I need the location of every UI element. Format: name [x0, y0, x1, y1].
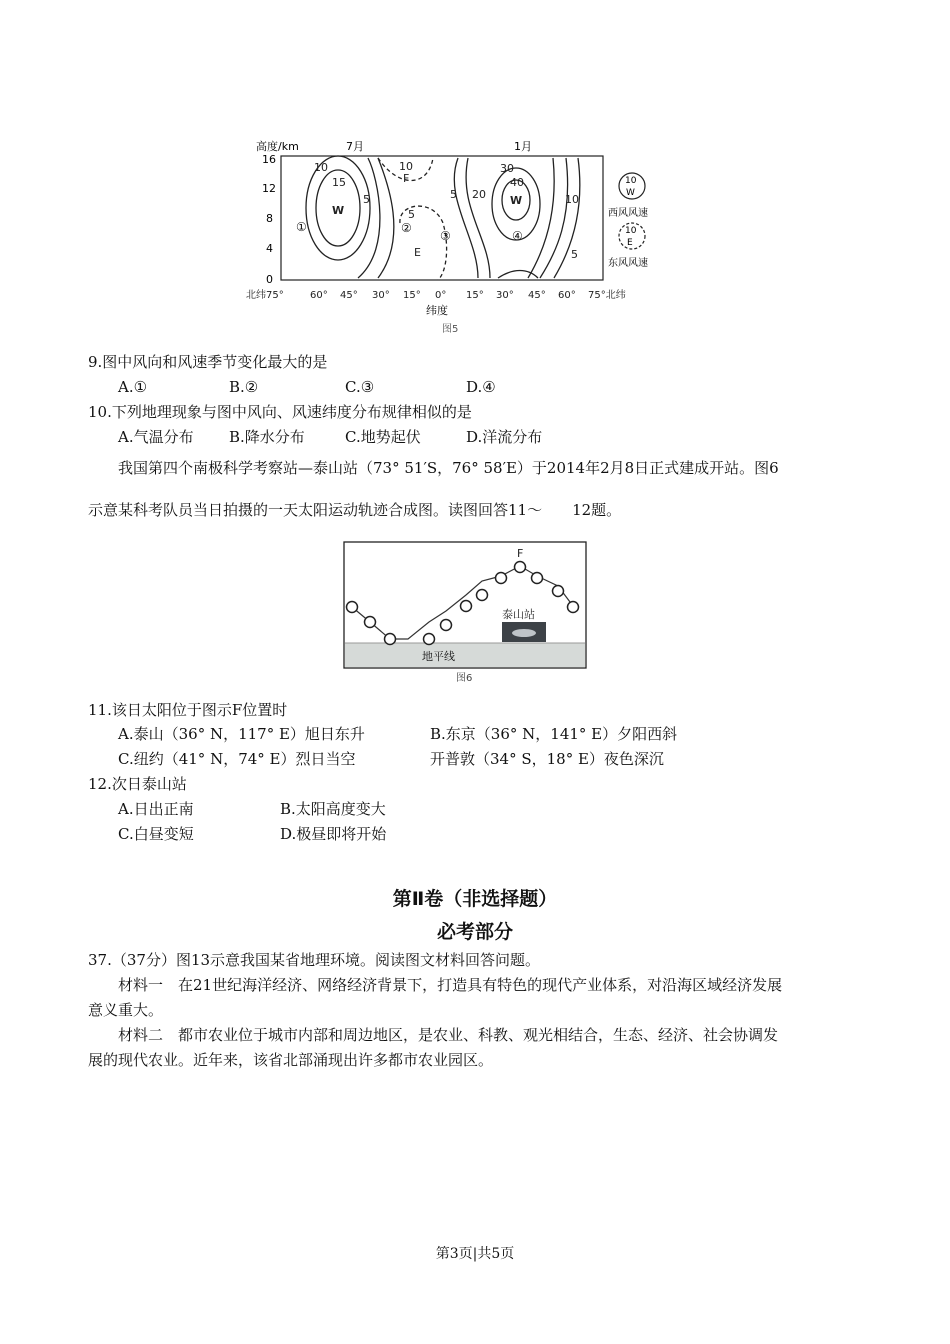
fig5-marker: ②	[401, 221, 412, 235]
fig5-marker: ①	[296, 220, 307, 234]
fig5-xlabel: 纬度	[426, 304, 448, 317]
figure-6	[330, 536, 600, 686]
fig5-contour-label: 5	[571, 248, 578, 261]
fig6-sun-position	[424, 634, 435, 645]
fig5-contour-label: 5	[450, 188, 457, 201]
q37-stem: 37.（37分）图13示意我国某省地理环境。阅读图文材料回答问题。	[88, 951, 541, 969]
fig5-xtick: 0°	[435, 290, 447, 301]
fig5-contour-label: 10	[399, 160, 413, 173]
fig6-sun-position	[553, 586, 564, 597]
fig5-legend-east-label: 东风风速	[608, 258, 648, 269]
fig5-contour-label: E	[414, 246, 421, 259]
fig6-caption: 图6	[456, 673, 473, 684]
q37-material-2-line-2: 展的现代农业。近年来，该省北部涌现出许多都市农业园区。	[88, 1051, 494, 1069]
fig5-legend-west-value: 10	[625, 176, 637, 186]
fig6-station-building	[512, 629, 536, 637]
q37-material-1-line-1: 材料一 在21世纪海洋经济、网络经济背景下，打造具有特色的现代产业体系，对沿海区域经济发展	[118, 976, 783, 994]
fig5-xtick: 60°	[310, 290, 328, 301]
fig6-sun-position	[461, 601, 472, 612]
section-subtitle: 必考部分	[436, 921, 513, 943]
fig5-marker: ④	[512, 229, 523, 243]
fig5-ytick: 0	[266, 273, 273, 286]
fig5-contour-label: 40	[510, 176, 524, 189]
fig5-xtick: 北纬75°	[246, 290, 284, 301]
q9-stem: 9.图中风向和风速季节变化最大的是	[88, 353, 328, 371]
fig6-sun-position	[532, 573, 543, 584]
q12-option-b: B.太阳高度变大	[280, 800, 386, 818]
fig5-ytick: 4	[266, 242, 273, 255]
fig6-peak-label: F	[517, 547, 524, 560]
q9-option-c: C.③	[345, 378, 375, 396]
fig5-xtick: 60°	[558, 290, 576, 301]
q11-option-b: B.东京（36° N，141° E）夕阳西斜	[430, 725, 678, 743]
q11-option-c: C.纽约（41° N，74° E）烈日当空	[118, 750, 356, 768]
fig5-xtick: 30°	[372, 290, 390, 301]
q12-option-a: A.日出正南	[118, 800, 194, 818]
fig5-contour-label: 15	[332, 176, 346, 189]
fig5-xtick: 15°	[466, 290, 484, 301]
q37-material-1-line-2: 意义重大。	[88, 1001, 164, 1019]
fig6-station-label: 泰山站	[502, 608, 535, 621]
fig5-ytick: 8	[266, 212, 273, 225]
fig6-sun-position	[496, 573, 507, 584]
fig5-xtick: 15°	[403, 290, 421, 301]
fig6-ground	[345, 643, 585, 667]
fig5-month-left: 7月	[346, 140, 364, 153]
fig6-sun-position	[365, 617, 376, 628]
fig5-xtick: 45°	[340, 290, 358, 301]
fig5-contour	[466, 158, 490, 278]
fig5-marker: ③	[440, 229, 451, 243]
q10-stem: 10.下列地理现象与图中风向、风速纬度分布规律相似的是	[88, 403, 472, 421]
fig5-contour-label: 5	[363, 193, 370, 206]
page-footer: 第3页|共5页	[435, 1246, 515, 1262]
fig5-caption: 图5	[442, 324, 459, 335]
figure-5	[228, 128, 728, 348]
q37-material-2-line-1: 材料二 都市农业位于城市内部和周边地区，是农业、科教、观光相结合，生态、经济、社会协调发	[118, 1026, 779, 1044]
fig5-contour-label: 10	[314, 161, 328, 174]
fig5-legend-west-symbol: W	[626, 188, 635, 198]
q12-stem: 12.次日泰山站	[88, 775, 187, 793]
q9-option-b: B.②	[229, 378, 259, 396]
q9-option-a: A.①	[118, 378, 148, 396]
q10-option-a: A.气温分布	[118, 428, 194, 446]
fig6-sun-position	[385, 634, 396, 645]
fig5-contour-label: F	[403, 172, 410, 185]
q11-stem: 11.该日太阳位于图示F位置时	[88, 701, 288, 719]
fig5-contour-label: W	[510, 194, 523, 207]
q11-option-a: A.泰山（36° N，117° E）旭日东升	[118, 725, 365, 743]
fig5-contour-label: 20	[472, 188, 486, 201]
fig5-xtick: 75°北纬	[588, 290, 626, 301]
fig6-sun-position	[515, 562, 526, 573]
fig6-horizon-label: 地平线	[422, 650, 455, 663]
q11-option-d: 开普敦（34° S，18° E）夜色深沉	[430, 750, 664, 768]
fig5-east-contour	[400, 206, 447, 280]
q12-option-d: D.极昼即将开始	[280, 825, 387, 843]
fig5-legend-west-label: 西风风速	[608, 208, 648, 219]
passage-line-1: 我国第四个南极科学考察站—泰山站（73° 51′S，76° 58′E）于2014年2月8日正式建成开站。图6	[118, 459, 779, 477]
fig6-sun-position	[347, 602, 358, 613]
fig5-contour-label: 30	[500, 162, 514, 175]
fig6-sun-position	[441, 620, 452, 631]
q12-option-c: C.白昼变短	[118, 825, 194, 843]
fig5-xtick: 45°	[528, 290, 546, 301]
fig5-ytick: 16	[262, 153, 276, 166]
q10-option-b: B.降水分布	[229, 428, 305, 446]
fig5-legend-east-value: 10	[625, 226, 637, 236]
fig5-ytick: 12	[262, 182, 276, 195]
q9-option-d: D.④	[466, 378, 496, 396]
fig5-legend-east-symbol: E	[627, 238, 633, 248]
fig6-sun-position	[568, 602, 579, 613]
q10-option-d: D.洋流分布	[466, 428, 543, 446]
fig5-contour-label: W	[332, 204, 345, 217]
q10-option-c: C.地势起伏	[345, 428, 421, 446]
fig5-xtick: 30°	[496, 290, 514, 301]
fig5-month-right: 1月	[514, 140, 532, 153]
fig6-sun-position	[477, 590, 488, 601]
fig5-contour-label: 5	[408, 208, 415, 221]
fig5-ylabel: 高度/km	[256, 140, 299, 153]
section-title: 第Ⅱ卷（非选择题）	[392, 888, 558, 910]
fig5-contour-label: 10	[565, 193, 579, 206]
passage-line-2: 示意某科考队员当日拍摄的一天太阳运动轨迹合成图。读图回答11～ 12题。	[88, 501, 622, 519]
